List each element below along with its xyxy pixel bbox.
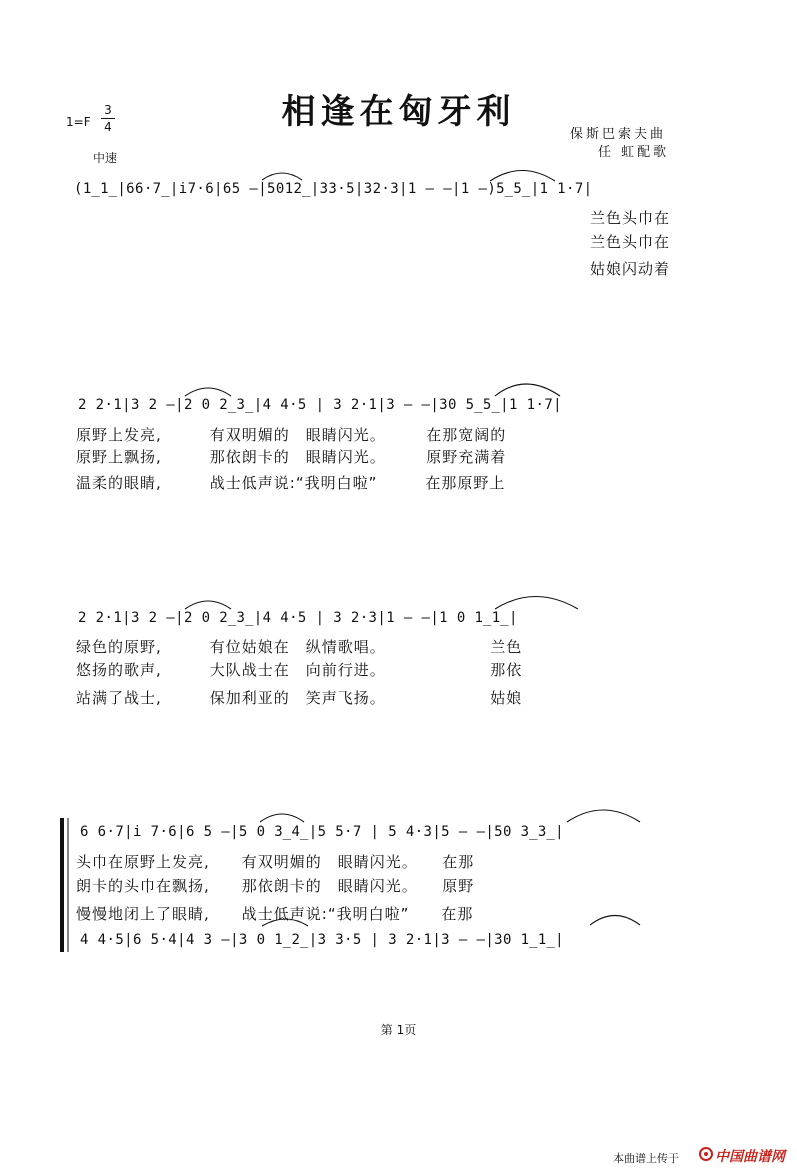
lyricist-credit: 任 虹配歌 <box>598 145 670 160</box>
key-signature: 1=F <box>66 115 91 129</box>
system-2-lyric-2: 原野上飘扬, 那依朗卡的 眼睛闪光。 原野充满着 <box>76 448 507 466</box>
slur-2 <box>490 171 555 182</box>
system-4-lyric-1: 头巾在原野上发亮, 有双明媚的 眼睛闪光。 在那 <box>76 853 475 871</box>
composer-credit: 保斯巴索夫曲 <box>570 127 667 142</box>
time-signature-top: 3 <box>104 103 112 117</box>
system-3-lyric-3: 站满了战士, 保加利亚的 笑声飞扬。 姑娘 <box>76 689 523 707</box>
system-2-lyric-3: 温柔的眼睛, 战士低声说:“我明白啦” 在那原野上 <box>76 474 506 492</box>
page-number: 第 1页 <box>380 1023 417 1037</box>
slur-10 <box>590 916 640 926</box>
slur-7 <box>260 814 304 822</box>
slur-8 <box>567 810 640 822</box>
grand-staff-bracket <box>60 818 68 952</box>
footer-site-link[interactable]: 中国曲谱网 <box>715 1149 785 1165</box>
slur-9 <box>262 919 308 926</box>
system-3-lyric-1: 绿色的原野, 有位姑娘在 纵情歌唱。 兰色 <box>76 638 523 656</box>
slur-5 <box>185 601 231 609</box>
slur-6 <box>495 597 578 610</box>
system-3-lyric-2: 悠扬的歌声, 大队战士在 向前行进。 那依 <box>76 661 523 679</box>
slur-1 <box>262 173 302 180</box>
system-1-lyric-1: 兰色头巾在 <box>590 209 671 227</box>
site-logo-icon <box>699 1147 713 1161</box>
slur-4 <box>495 384 560 396</box>
system-2-notes: 2 2·1|3 2 –|2 0 2̲3̲|4 4·5 | 3 2·1|3 – –|30 5̲5̲|1 1·7| <box>78 397 562 413</box>
footer-upload-text: 本曲谱上传于 <box>613 1152 679 1165</box>
system-1-lyric-2: 兰色头巾在 <box>590 233 671 251</box>
slur-3 <box>185 388 231 396</box>
time-signature-bottom: 4 <box>104 120 112 134</box>
system-1-lyric-3: 姑娘闪动着 <box>590 260 671 278</box>
system-4-upper-notes: 6 6·7|i 7·6|6 5 –|5 0 3̲4̲|5 5·7 | 5 4·3|5 – –|50 3̲3̲| <box>80 824 564 840</box>
system-4-lyric-2: 朗卡的头巾在飘扬, 那依朗卡的 眼睛闪光。 原野 <box>76 877 475 895</box>
system-1-notes: (1̲1̲|66·7̲|i̇7·6|65 –|5012̲|33·5|32·3|1 – –|1 –)5̲5̲|1 1·7| <box>74 181 593 197</box>
system-4-lyric-3: 慢慢地闭上了眼睛, 战士低声说:“我明白啦” 在那 <box>76 905 474 923</box>
system-4-lower-notes: 4 4·5|6 5·4|4 3 –|3 0 1̲2̲|3 3·5 | 3 2·1|3 – –|30 1̲1̲| <box>80 932 564 948</box>
score-title: 相逢在匈牙利 <box>281 92 516 132</box>
system-3-notes: 2 2·1|3 2 –|2 0 2̲3̲|4 4·5 | 3 2·3|1 – –|1 0 1̲1̲| <box>78 610 518 626</box>
tempo-marking: 中速 <box>93 151 118 165</box>
system-2-lyric-1: 原野上发亮, 有双明媚的 眼睛闪光。 在那宽阔的 <box>76 426 507 444</box>
